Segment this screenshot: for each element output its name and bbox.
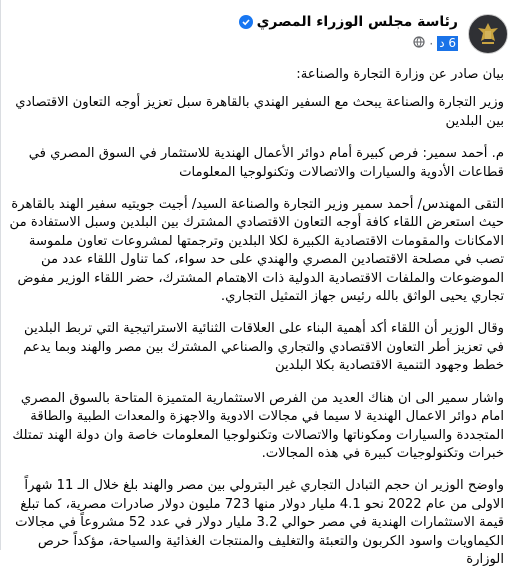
meta-separator: · bbox=[429, 36, 434, 51]
post-paragraph-headline: وزير التجارة والصناعة يبحث مع السفير الهندي بالقاهرة سبل تعزيز أوجه التعاون الاقتصادي بين البلدين bbox=[15, 95, 504, 129]
post-paragraph-intro: بيان صادر عن وزارة التجارة والصناعة: bbox=[296, 67, 504, 82]
post-paragraph-trade: واوضح الوزير ان حجم التبادل التجاري غير البترولي بين مصر والهند بلغ خلال الـ 11 شهراً الاولى من عام 2022 نحو 4.1 مليار دولار منها 723 مليون دولار صادرات مصرية، كما تبلغ قيمة الاستثمارات الهندية في مصر حوالي 3.2 مليار دولار في عدد 52 مشروعاً في مجالات الكيماويات واسود الكربون والتعبئة والتغليف والمنتجات الغذائية والسياحة، مؤكداً حرص الوزارة bbox=[15, 478, 504, 567]
post-paragraph-quote: م. أحمد سمير: فرص كبيرة أمام دوائر الأعمال الهندية للاستثمار في السوق المصري في قطاعات الأدوية والسيارات والاتصالات وتكنولوجيا المعلومات bbox=[28, 146, 504, 180]
verified-badge-icon bbox=[239, 15, 253, 29]
globe-icon[interactable] bbox=[413, 36, 425, 51]
post-body bbox=[9, 66, 504, 583]
post-timestamp[interactable]: 6 د bbox=[439, 36, 456, 50]
post-paragraph-relations: وقال الوزير أن اللقاء أكد أهمية البناء على العلاقات الثنائية الاستراتيجية التي تربط البلدين في تعزيز أطر التعاون الاقتصادي والتجاري والصناعي المشترك بين مصر والهند وبما يدعم خطط وجهود التنمية الاقتصادية بكلا البلدين bbox=[23, 321, 504, 374]
post-header bbox=[1, 0, 516, 62]
page-avatar[interactable] bbox=[468, 14, 508, 54]
post-paragraph-meeting: التقى المهندس/ أحمد سمير وزير التجارة والصناعة السيد/ أجيت جويتيه سفير الهند بالقاهرة حيث استعرض اللقاء كافة أوجه التعاون الاقتصادي المشترك بين البلدين وسبل الاستفادة من الامكانات والمقومات الاقتصادية الكبيرة لكلا البلدين وترجمتها لمشروعات تعاون ملموسة تصب في مصلحة الاقتصادين المصري والهندي على حد سواء، كما تناول اللقاء عدد من الموضوعات والملفات الاقتصادية الدولية ذات الاهتمام المشترك، حضر اللقاء الوزير مفوض تجاري يحيى الواثق بالله رئيس جهاز التمثيل التجاري. bbox=[9, 197, 504, 305]
post-paragraph-opportunities: واشار سمير الى ان هناك العديد من الفرص الاستثمارية المتميزة المتاحة بالسوق المصري امام دوائر الاعمال الهندية لا سيما في مجالات الادوية والاجهزة والمعدات الطبية والطاقة المتجددة والسيارات ومكوناتها والاتصالات وتكنولوجيا المعلومات خاصة وان دولة الهند تمتلك خبرات وتكنولوجيات كبيرة في هذه المجالات. bbox=[12, 390, 504, 461]
eagle-emblem-icon bbox=[471, 17, 505, 51]
post-meta bbox=[413, 36, 458, 51]
page-name-row bbox=[239, 14, 458, 30]
page-name-link[interactable]: رئاسة مجلس الوزراء المصري bbox=[256, 14, 458, 30]
